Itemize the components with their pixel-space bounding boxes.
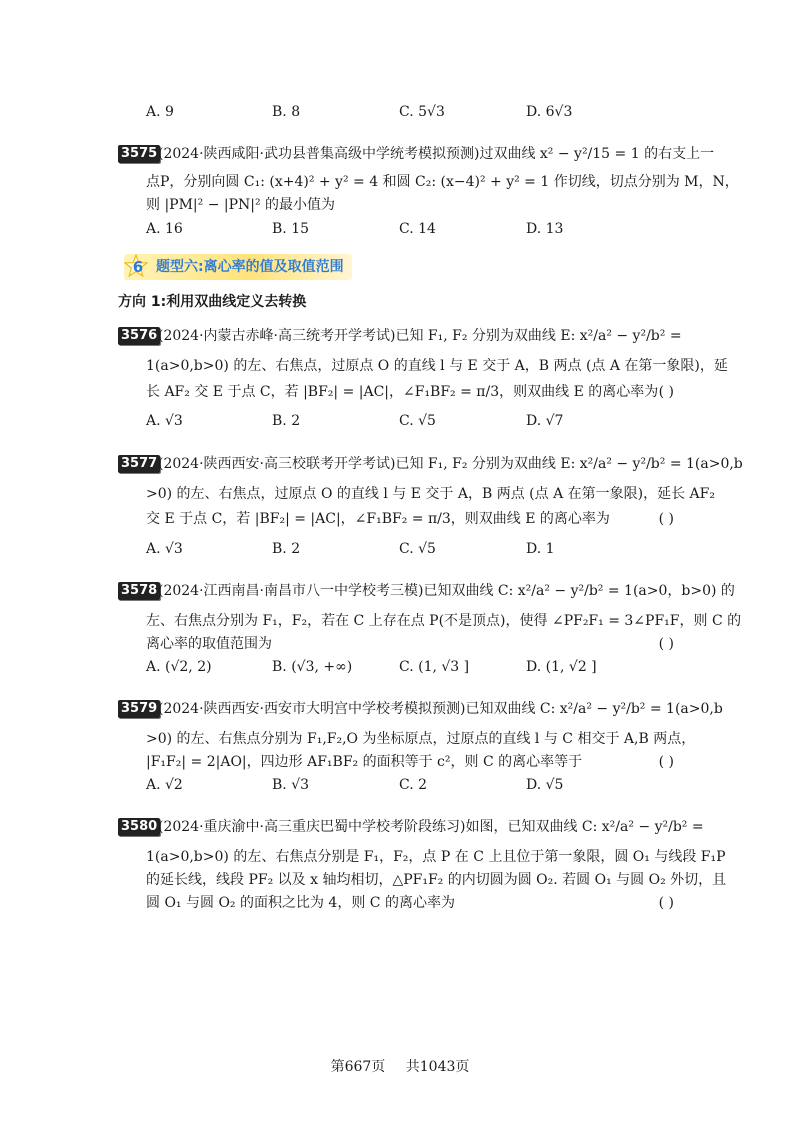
q3579-line-3: |F₁F₂| = 2|AO|，四边形 AF₁BF₂ 的面积等于 c²，则 C 的离心率等于 xyxy=(146,754,583,770)
q3575-line-1: (2024·陕西咸阳·武功县普集高级中学统考模拟预测)过双曲线 x² − y²/15 = 1 的右支上一 xyxy=(158,146,715,162)
option-d[interactable]: D. (1, √2 ] xyxy=(526,659,597,675)
option-c[interactable]: C. 14 xyxy=(399,221,436,237)
question-number-3580: 3580 xyxy=(118,818,160,836)
page-footer xyxy=(0,1056,800,1076)
option-b[interactable]: B. (√3, +∞) xyxy=(272,659,353,675)
section-number: 6 xyxy=(132,258,144,276)
option-d[interactable]: D. 6√3 xyxy=(526,104,573,120)
option-c[interactable]: C. 5√3 xyxy=(399,104,445,120)
answer-blank: ( ) xyxy=(658,511,674,527)
question-number-3577: 3577 xyxy=(118,455,160,473)
q3579-line-1: (2024·陕西西安·西安市大明宫中学校考模拟预测)已知双曲线 C: x²/a² − y²/b² = 1(a>0,b xyxy=(158,701,723,717)
option-c[interactable]: C. √5 xyxy=(399,413,436,429)
option-c[interactable]: C. √5 xyxy=(399,541,436,557)
page-total: 共1043页 xyxy=(405,1059,470,1075)
answer-blank: ( ) xyxy=(658,754,674,770)
q3576-line-3: 长 AF₂ 交 E 于点 C，若 |BF₂| = |AC|，∠F₁BF₂ = π/3，则双曲线 E 的离心率为 xyxy=(146,384,659,400)
section-title: 题型六:离心率的值及取值范围 xyxy=(156,259,344,275)
q3575-line-2: 点P，分别向圆 C₁: (x+4)² + y² = 4 和圆 C₂: (x−4)² + y² = 1 作切线，切点分别为 M，N， xyxy=(146,174,739,190)
q3580-line-2: 1(a>0,b>0) 的左、右焦点分别是 F₁，F₂，点 P 在 C 上且位于第一象限，圆 O₁ 与线段 F₁P xyxy=(146,849,726,865)
option-a[interactable]: A. 9 xyxy=(146,104,174,120)
option-d[interactable]: D. 13 xyxy=(526,221,564,237)
subsection-heading: 方向 1:利用双曲线定义去转换 xyxy=(118,294,307,310)
answer-blank: ( ) xyxy=(658,895,674,911)
option-a[interactable]: A. √3 xyxy=(146,541,183,557)
option-d[interactable]: D. √5 xyxy=(526,777,564,793)
page-number: 第667页 xyxy=(330,1059,386,1075)
q3577-line-3: 交 E 于点 C，若 |BF₂| = |AC|，∠F₁BF₂ = π/3，则双曲线 E 的离心率为 xyxy=(146,511,610,527)
q3580-line-1: (2024·重庆渝中·高三重庆巴蜀中学校考阶段练习)如图，已知双曲线 C: x²/a² − y²/b² = xyxy=(158,819,704,835)
q3579-line-2: >0) 的左、右焦点分别为 F₁,F₂,O 为坐标原点，过原点的直线 l 与 C 相交于 A,B 两点， xyxy=(146,731,696,747)
q3580-line-4: 圆 O₁ 与圆 O₂ 的面积之比为 4，则 C 的离心率为 xyxy=(146,895,455,911)
q3577-line-1: (2024·陕西西安·高三校联考开学考试)已知 F₁, F₂ 分别为双曲线 E: x²/a² − y²/b² = 1(a>0,b xyxy=(158,456,743,472)
option-b[interactable]: B. 2 xyxy=(272,541,301,557)
question-number-3579: 3579 xyxy=(118,700,160,718)
option-b[interactable]: B. 2 xyxy=(272,413,301,429)
q3576-line-1: (2024·内蒙古赤峰·高三统考开学考试)已知 F₁, F₂ 分别为双曲线 E: x²/a² − y²/b² = xyxy=(158,328,682,344)
section-header xyxy=(124,254,352,280)
question-number-3576: 3576 xyxy=(118,327,160,345)
question-number-3578: 3578 xyxy=(118,582,160,600)
q3575-line-3: 则 |PM|² − |PN|² 的最小值为 xyxy=(146,197,336,213)
option-a[interactable]: A. (√2, 2) xyxy=(146,659,212,675)
q3577-line-2: >0) 的左、右焦点，过原点 O 的直线 l 与 E 交于 A，B 两点 (点 A 在第一象限)，延长 AF₂ xyxy=(146,486,715,502)
q3580-line-3: 的延长线，线段 PF₂ 以及 x 轴均相切，△PF₁F₂ 的内切圆为圆 O₂. 若圆 O₁ 与圆 O₂ 外切，且 xyxy=(146,872,727,888)
option-a[interactable]: A. 16 xyxy=(146,221,183,237)
answer-blank: ( ) xyxy=(658,384,674,400)
answer-blank: ( ) xyxy=(658,636,674,652)
question-number-3575: 3575 xyxy=(118,145,160,163)
q3578-line-1: (2024·江西南昌·南昌市八一中学校考三模)已知双曲线 C: x²/a² − y²/b² = 1(a>0，b>0) 的 xyxy=(158,583,735,599)
option-b[interactable]: B. 8 xyxy=(272,104,301,120)
q3578-line-2: 左、右焦点分别为 F₁，F₂，若在 C 上存在点 P(不是顶点)，使得 ∠PF₂F₁ = 3∠PF₁F，则 C 的 xyxy=(146,613,742,629)
option-d[interactable]: D. 1 xyxy=(526,541,555,557)
q3578-line-3: 离心率的取值范围为 xyxy=(146,636,272,652)
option-c[interactable]: C. 2 xyxy=(399,777,428,793)
q3576-line-2: 1(a>0,b>0) 的左、右焦点，过原点 O 的直线 l 与 E 交于 A，B 两点 (点 A 在第一象限)，延 xyxy=(146,358,728,374)
option-a[interactable]: A. √3 xyxy=(146,413,183,429)
option-a[interactable]: A. √2 xyxy=(146,777,183,793)
option-b[interactable]: B. √3 xyxy=(272,777,310,793)
option-d[interactable]: D. √7 xyxy=(526,413,564,429)
option-c[interactable]: C. (1, √3 ] xyxy=(399,659,470,675)
option-b[interactable]: B. 15 xyxy=(272,221,310,237)
